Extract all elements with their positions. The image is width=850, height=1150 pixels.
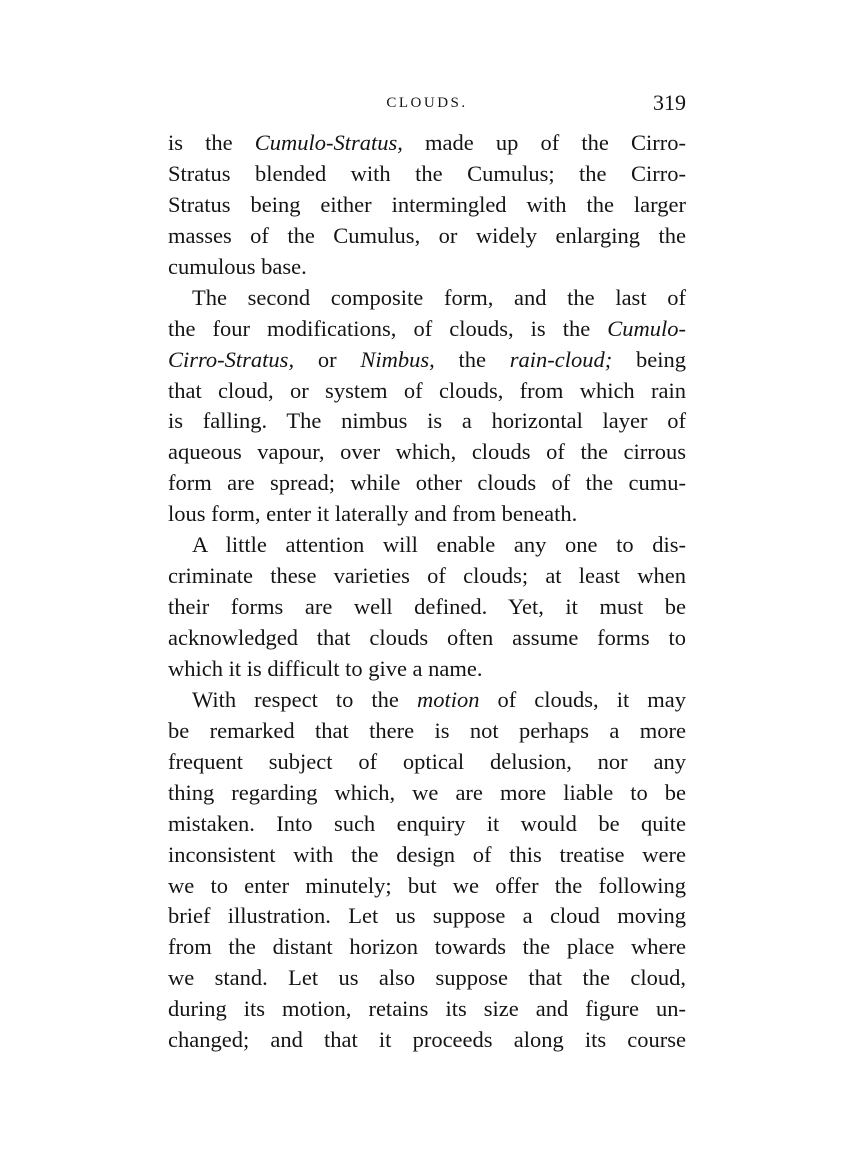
text-run: be remarked that there is not perhaps a more (168, 717, 686, 743)
text-run: frequent subject of optical delusion, nor any (168, 748, 686, 774)
text-line (168, 406, 686, 437)
page-number: 319 (653, 90, 686, 115)
text-run: aqueous vapour, over which, clouds of the cirrous (168, 439, 686, 465)
text-run: the (434, 346, 510, 372)
text-run: we to enter minutely; but we offer the following (168, 872, 686, 898)
text-run: Stratus being either intermingled with the larger (168, 191, 686, 217)
text-run: brief illustration. Let us suppose a cloud moving (168, 903, 686, 929)
text-line (168, 190, 686, 221)
text-line (168, 778, 686, 809)
text-line (168, 314, 686, 345)
text-line (168, 747, 686, 778)
text-run: masses of the Cumulus, or widely enlarging the (168, 222, 686, 248)
paragraph (168, 128, 686, 283)
text-line (168, 809, 686, 840)
text-line (168, 159, 686, 190)
text-line (168, 221, 686, 252)
italic-term: motion (416, 686, 480, 712)
text-line (168, 468, 686, 499)
text-run: is falling. The nimbus is a horizontal layer of (168, 408, 686, 434)
text-run: A little attention will enable any one to dis- (192, 532, 686, 558)
text-line (168, 901, 686, 932)
text-run: we stand. Let us also suppose that the cloud, (168, 965, 686, 991)
body-text (168, 128, 686, 1056)
text-run: being (612, 346, 686, 372)
text-run: made up of the Cirro- (402, 130, 686, 155)
text-run: inconsistent with the design of this treatise were (168, 841, 686, 867)
text-line (168, 437, 686, 468)
text-run: the four modifications, of clouds, is the (168, 315, 608, 341)
text-line (168, 283, 686, 314)
text-run: that cloud, or system of clouds, from which rain (168, 377, 686, 403)
text-line (168, 345, 686, 376)
text-run: form are spread; while other clouds of the cumu- (168, 470, 686, 496)
text-run: is the (168, 130, 255, 155)
italic-term: Nimbus, (360, 346, 435, 372)
text-line (168, 592, 686, 623)
text-line (168, 499, 686, 530)
italic-term: Cumulo- (607, 315, 686, 341)
text-line (168, 623, 686, 654)
text-run: mistaken. Into such enquiry it would be quite (168, 810, 686, 836)
text-line (168, 252, 686, 283)
text-run: during its motion, retains its size and figure un- (168, 996, 686, 1022)
text-run: or (294, 346, 361, 372)
text-line (168, 128, 686, 159)
text-run: from the distant horizon towards the place where (168, 934, 686, 960)
running-title: CLOUDS. (386, 95, 468, 111)
italic-term: Cumulo-Stratus, (254, 130, 403, 155)
text-run: The second composite form, and the last of (192, 284, 686, 310)
italic-term: Cirro-Stratus, (168, 346, 295, 372)
text-line (168, 561, 686, 592)
text-run: criminate these varieties of clouds; at least when (168, 563, 686, 589)
text-line (168, 994, 686, 1025)
page-header (168, 88, 686, 118)
text-run: of clouds, it may (479, 686, 686, 712)
text-run: changed; and that it proceeds along its course (168, 1027, 686, 1053)
text-run: lous form, enter it laterally and from beneath. (168, 501, 578, 527)
text-run: With respect to the (192, 686, 417, 712)
text-line (168, 654, 686, 685)
italic-term: rain-cloud; (509, 346, 613, 372)
text-run: thing regarding which, we are more liable to be (168, 779, 686, 805)
text-line (168, 1025, 686, 1056)
paragraph (168, 685, 686, 1056)
text-line (168, 685, 686, 716)
text-run: cumulous base. (168, 253, 307, 279)
text-line (168, 530, 686, 561)
text-run: which it is difficult to give a name. (168, 655, 483, 681)
paragraph (168, 283, 686, 531)
text-line (168, 932, 686, 963)
text-run: their forms are well defined. Yet, it must be (168, 594, 686, 620)
paragraph (168, 530, 686, 685)
text-line (168, 376, 686, 407)
text-line (168, 871, 686, 902)
text-line (168, 963, 686, 994)
text-run: Stratus blended with the Cumulus; the Cirro- (168, 160, 686, 186)
text-line (168, 840, 686, 871)
text-line (168, 716, 686, 747)
text-run: acknowledged that clouds often assume forms to (168, 625, 686, 650)
